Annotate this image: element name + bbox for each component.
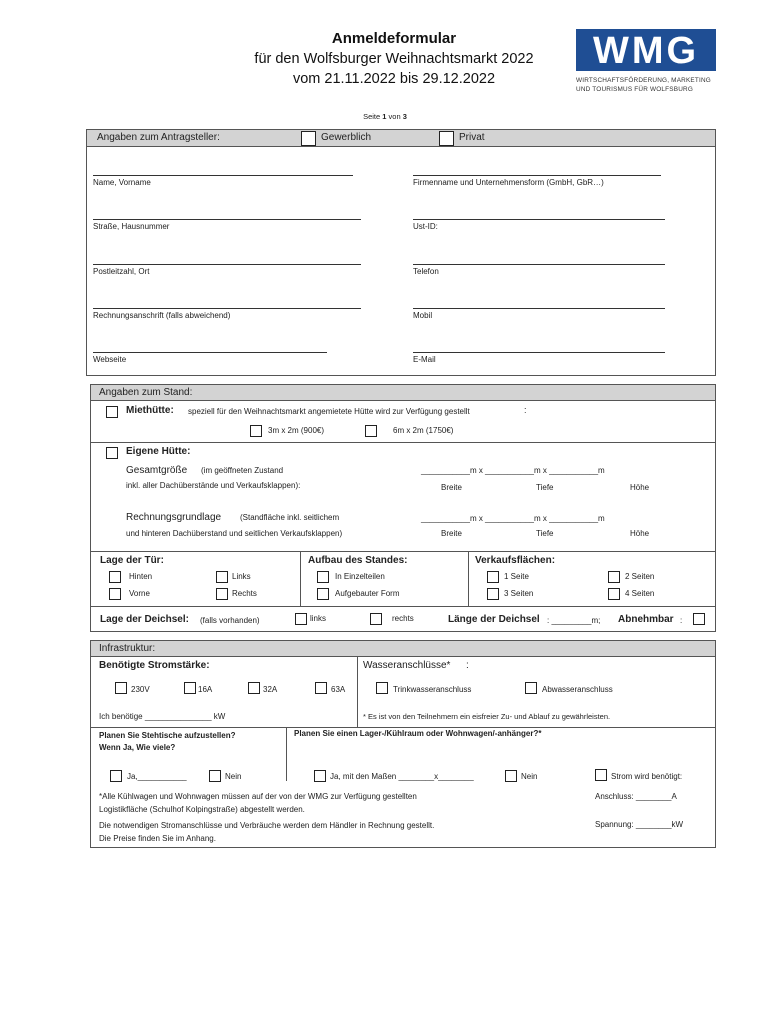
page-prefix: Seite [363,112,381,121]
stand-vdivider-1 [300,551,301,606]
infra-vdivider-2 [286,727,287,781]
total-depth-label: Tiefe [536,483,554,492]
rent-hut-desc: speziell für den Weihnachtsmarkt angemietete Hütte wird zur Verfügung gestellt [188,407,470,416]
build-single-checkbox[interactable] [317,571,329,583]
form-dates: vom 21.11.2022 bis 29.12.2022 [292,71,496,87]
wmg-logo-icon [576,29,716,71]
total-size-note: (im geöffneten Zustand [201,466,284,475]
water-waste-label: Abwasseranschluss [542,685,613,694]
power-title: Benötigte Stromstärke: [99,660,210,671]
own-hut-title: Eigene Hütte: [126,446,191,457]
zip-line[interactable] [93,264,361,265]
sales-4-label: 4 Seiten [625,589,655,598]
door-back-label: Hinten [129,572,153,581]
drawbar-right-checkbox[interactable] [370,613,382,625]
water-drink-checkbox[interactable] [376,682,388,694]
stand-header [91,385,715,401]
sales-3-checkbox[interactable] [487,588,499,600]
door-right-label: Rechts [232,589,257,598]
storage-yes-label[interactable]: Ja, mit den Maßen ________x________ [330,772,474,781]
drawbar-right-label: rechts [392,614,414,623]
rent-hut-checkbox[interactable] [106,406,118,418]
sales-2-checkbox[interactable] [608,571,620,583]
name-line[interactable] [93,175,353,176]
table-question-1: Planen Sie Stehtische aufzustellen? [99,731,236,740]
storage-note-2: Logistikfläche (Schulhof Kolpingstraße) abgestellt werden. [99,805,305,814]
billing-basis-note2: und hinteren Dachüberstand und seitlichen Verkaufsklappen) [126,529,343,538]
billing-address-label: Rechnungsanschrift (falls abweichend) [93,311,231,320]
stand-heading: Angaben zum Stand: [99,387,193,398]
company-label: Firmenname und Unternehmensform (GmbH, GbR…) [413,178,604,187]
power-16-label: 16A [198,685,213,694]
own-hut-checkbox[interactable] [106,447,118,459]
build-title: Aufbau des Standes: [308,555,408,566]
build-built-checkbox[interactable] [317,588,329,600]
size-large-label: 6m x 2m (1750€) [393,426,454,435]
power-32-checkbox[interactable] [248,682,260,694]
power-63-checkbox[interactable] [315,682,327,694]
street-line[interactable] [93,219,361,220]
sales-1-checkbox[interactable] [487,571,499,583]
form-title: Anmeldeformular [331,30,457,47]
drawbar-left-label: links [310,614,327,623]
mobile-line[interactable] [413,308,665,309]
size-small-label: 3m x 2m (900€) [268,426,325,435]
website-label: Webseite [93,355,127,364]
billing-depth-label: Tiefe [536,529,554,538]
logo-text: WMG [592,30,700,71]
storage-no-label: Nein [521,772,538,781]
voltage-field[interactable]: Spannung: ________kW [595,820,684,829]
storage-question: Planen Sie einen Lager-/Kühlraum oder Wohnwagen/-anhänger?* [294,729,542,738]
billing-address-line[interactable] [93,308,361,309]
build-built-label: Aufgebauter Form [335,589,400,598]
billing-basis-title: Rechnungsgrundlage [126,512,222,523]
need-kw-field[interactable]: Ich benötige _______________ kW [99,712,226,721]
table-question-2: Wenn Ja, Wie viele? [99,743,176,752]
rent-hut-title: Miethütte: [126,405,174,416]
sales-2-label: 2 Seiten [625,572,655,581]
email-label: E-Mail [413,355,436,364]
door-left-label: Links [232,572,251,581]
sales-3-label: 3 Seiten [504,589,534,598]
door-back-checkbox[interactable] [109,571,121,583]
mobile-label: Mobil [413,311,433,320]
company-line[interactable] [413,175,661,176]
power-needed-label: Strom wird benötigt: [611,772,683,781]
page-mid: von [388,112,401,121]
door-front-checkbox[interactable] [109,588,121,600]
sales-4-checkbox[interactable] [608,588,620,600]
water-note: * Es ist von den Teilnehmern ein eisfreier Zu- und Ablauf zu gewährleisten. [363,712,611,721]
private-checkbox[interactable] [439,131,454,146]
connection-field[interactable]: Anschluss: ________A [595,792,677,801]
applicant-section [86,129,716,376]
page-number [0,112,770,121]
form-subtitle: für den Wolfsburger Weihnachtsmarkt 2022 [254,51,534,67]
drawbar-length-value[interactable]: : _________m; [547,616,601,625]
water-title: Wasseranschlüsse* [363,660,451,671]
infrastructure-section [90,640,716,848]
zip-label: Postleitzahl, Ort [93,267,150,276]
water-waste-checkbox[interactable] [525,682,537,694]
rent-hut-colon: : [524,405,527,415]
table-no-checkbox[interactable] [209,770,221,782]
storage-note-1: *Alle Kühlwagen und Wohnwagen müssen auf der von der WMG zur Verfügung gestellten [99,792,417,801]
drawbar-left-checkbox[interactable] [295,613,307,625]
price-note: Die Preise finden Sie im Anhang. [99,834,216,843]
vat-line[interactable] [413,219,665,220]
total-size-note2: inkl. aller Dachüberstände und Verkaufsklappen): [126,481,301,490]
power-63-label: 63A [331,685,346,694]
door-left-checkbox[interactable] [216,571,228,583]
applicant-header [87,130,715,147]
power-230-label: 230V [131,685,150,694]
drawbar-note: (falls vorhanden) [200,616,260,625]
storage-yes-checkbox[interactable] [314,770,326,782]
drawbar-title: Lage der Deichsel: [100,614,189,625]
private-label: Privat [459,132,485,143]
storage-no-checkbox[interactable] [505,770,517,782]
stand-divider-2 [91,551,715,552]
water-drink-label: Trinkwasseranschluss [393,685,472,694]
infra-vdivider-1 [357,656,358,727]
table-yes-checkbox[interactable] [110,770,122,782]
billing-height-label: Höhe [630,529,650,538]
total-size-title: Gesamtgröße [126,465,188,476]
removable-title: Abnehmbar [618,614,674,625]
sales-1-label: 1 Seite [504,572,529,581]
stand-section [90,384,716,632]
power-32-label: 32A [263,685,278,694]
billing-note: Die notwendigen Stromanschlüsse und Verbräuche werden dem Händler in Rechnung gestellt. [99,821,435,830]
stand-vdivider-2 [468,551,469,606]
door-right-checkbox[interactable] [216,588,228,600]
email-line[interactable] [413,352,665,353]
table-yes-label[interactable]: Ja,___________ [127,772,187,781]
stand-divider-1 [91,442,715,443]
build-single-label: In Einzelteilen [335,572,385,581]
page-total: 3 [402,112,407,121]
billing-basis-note: (Standfläche inkl. seitlichem [240,513,340,522]
website-line[interactable] [93,352,327,353]
total-height-label: Höhe [630,483,650,492]
infra-heading: Infrastruktur: [99,643,156,654]
size-large-checkbox[interactable] [365,425,377,437]
drawbar-length-title: Länge der Deichsel [448,614,540,625]
sales-title: Verkaufsflächen: [475,555,556,566]
vat-label: Ust-ID: [413,222,438,231]
total-width-label: Breite [441,483,462,492]
logo-tagline-2: UND TOURISMUS FÜR WOLFSBURG [576,86,694,93]
removable-colon: : [680,616,683,625]
commercial-checkbox[interactable] [301,131,316,146]
commercial-label: Gewerblich [321,132,372,143]
size-small-checkbox[interactable] [250,425,262,437]
power-16-checkbox[interactable] [184,682,196,694]
name-label: Name, Vorname [93,178,151,187]
phone-label: Telefon [413,267,439,276]
infra-divider-1 [91,727,715,728]
billing-width-label: Breite [441,529,462,538]
wmg-logo [576,29,716,71]
power-needed-checkbox[interactable] [595,769,607,781]
infra-header [91,641,715,657]
page-current: 1 [382,112,387,121]
power-230-checkbox[interactable] [115,682,127,694]
door-front-label: Vorne [129,589,150,598]
stand-divider-3 [91,606,715,607]
table-no-label: Nein [225,772,242,781]
door-title: Lage der Tür: [100,555,164,566]
logo-tagline-1: WIRTSCHAFTSFÖRDERUNG, MARKETING [576,77,711,84]
applicant-heading: Angaben zum Antragsteller: [97,132,220,143]
water-colon: : [466,660,469,671]
phone-line[interactable] [413,264,665,265]
street-label: Straße, Hausnummer [93,222,170,231]
total-size-dims[interactable]: ___________m x ___________m x ___________m [421,466,605,475]
billing-basis-dims[interactable]: ___________m x ___________m x ___________m [421,514,605,523]
removable-checkbox[interactable] [693,613,705,625]
